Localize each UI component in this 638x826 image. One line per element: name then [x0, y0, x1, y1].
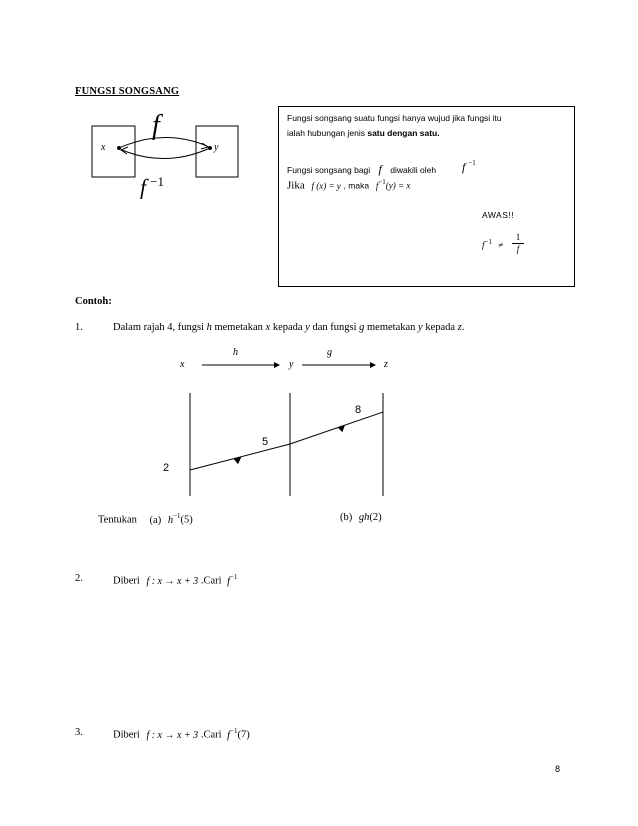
value-5: 5 [262, 436, 269, 448]
forward-arc [119, 137, 207, 148]
info-inverse-symbol: f $^{-1}$ [462, 158, 476, 174]
page-number: 8 [554, 764, 560, 774]
q1-number: 1. [75, 322, 83, 333]
q1-part-b: (b) gh(2) [340, 512, 382, 523]
awas-fraction: 1 f [512, 232, 524, 255]
q2-number: 2. [75, 573, 83, 584]
info-line-4: Jika f (x) = y , maka $f^{-1}(y) = x$ [287, 178, 411, 192]
q3-number: 3. [75, 727, 83, 738]
info-line-2: ialah hubungan jenis satu dengan satu. [287, 128, 440, 138]
q2-text: Diberi f : x → x + 3 .Cari $f^{-1}$ [113, 573, 238, 587]
domain-label: x [101, 142, 106, 153]
arrow-g-label: g [327, 347, 332, 358]
forward-function-label: f [152, 110, 160, 141]
h-mapping-line [190, 444, 290, 470]
info-line-3: Fungsi songsang bagi f diwakili oleh [287, 162, 437, 176]
arrow-h-label: h [233, 347, 238, 358]
q3-text: Diberi f : x → x + 3 .Cari $f^{-1}(7)$ [113, 727, 250, 741]
awas-label: AWAS!! [482, 210, 515, 220]
inverse-function-label: f $^{-1}$ [140, 174, 164, 200]
g-mapping-line [290, 412, 383, 444]
composite-function-diagram [180, 388, 395, 500]
arrow-z-label: z [384, 359, 388, 370]
page-title: FUNGSI SONGSANG [75, 86, 180, 97]
info-line-1: Fungsi songsang suatu fungsi hanya wujud jika fungsi itu [287, 113, 502, 123]
awas-formula: $f^{-1}$ ≠ [482, 238, 504, 250]
value-2: 2 [163, 462, 170, 474]
mapping-diagram [88, 110, 248, 210]
q1-tentukan: Tentukan (a) $h^{-1}(5)$ [98, 512, 193, 526]
value-8: 8 [355, 404, 362, 416]
codomain-label: y [214, 142, 219, 153]
domain-box [92, 126, 135, 177]
q1-text: Dalam rajah 4, fungsi h memetakan x kepada y dan fungsi g memetakan y kepada z. [113, 322, 465, 333]
arrow-y-label: y [289, 359, 294, 370]
arrow-x-label: x [180, 359, 185, 370]
contoh-heading: Contoh: [75, 296, 112, 307]
